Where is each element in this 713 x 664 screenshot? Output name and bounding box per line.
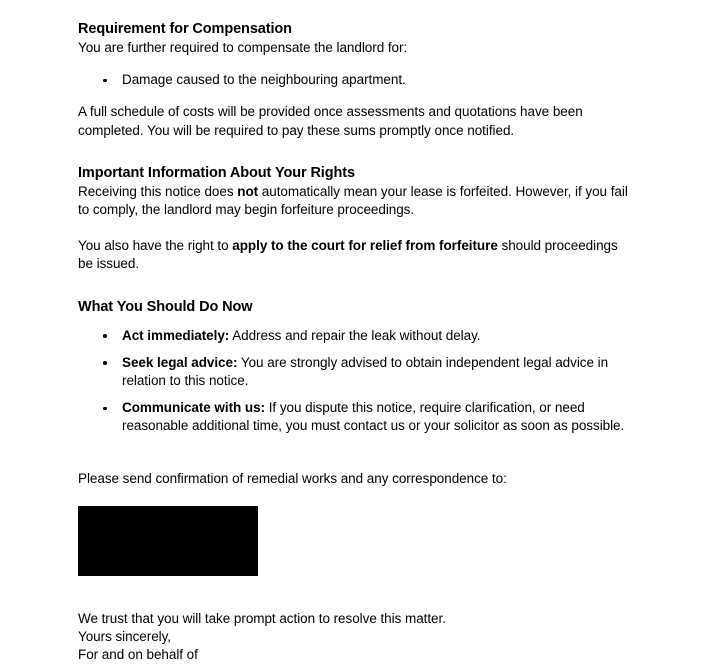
actions-bullet-list <box>78 327 628 436</box>
spacer <box>78 89 628 103</box>
list-item-text: You are strongly advised to obtain independent legal advice in relation to this notice. <box>122 354 609 389</box>
spacer <box>78 57 628 71</box>
list-item <box>78 327 628 345</box>
bullet-dot-icon <box>103 79 107 83</box>
spacer <box>78 317 628 327</box>
bullet-dot-icon <box>103 407 107 411</box>
bullet-dot-icon <box>103 334 107 338</box>
rights-paragraph-one <box>78 183 628 219</box>
rights-paragraph-two <box>78 237 628 273</box>
spacer <box>78 436 628 460</box>
compensation-bullet-list <box>78 71 628 89</box>
spacer <box>78 219 628 237</box>
rights-p1-emphasis: not <box>237 183 259 199</box>
list-item-lead: Communicate with us: <box>122 400 266 416</box>
spacer <box>78 576 628 600</box>
closing-sign-off: Yours sincerely, <box>78 629 171 645</box>
rights-p1-text-after: automatically mean your lease is forfeited. However, if you fail to comply, the landlord may begin forfeiture proceedings. <box>78 183 628 218</box>
spacer <box>78 488 628 506</box>
rights-p2-emphasis: apply to the court for relief from forfeiture <box>232 238 498 254</box>
compensation-intro-text: You are further required to compensate the landlord for: <box>78 40 408 55</box>
correspondence-instruction-text: Please send confirmation of remedial works and any correspondence to: <box>78 470 507 486</box>
heading-requirement-for-compensation: Requirement for Compensation <box>78 21 292 37</box>
bullet-dot-icon <box>103 361 107 365</box>
list-item <box>78 399 628 435</box>
heading-what-you-should-do-now: What You Should Do Now <box>78 298 253 315</box>
spacer <box>78 274 628 298</box>
list-item <box>78 354 628 390</box>
list-item <box>78 71 628 89</box>
closing-line-one: We trust that you will take prompt action to resolve this matter. <box>78 610 446 626</box>
rights-p1-text-before: Receiving this notice does <box>78 183 238 199</box>
compensation-closing-text: A full schedule of costs will be provided once assessments and quotations have been completed. You will be required to pay these sums promptly once notified. <box>78 104 583 138</box>
list-item-lead: Act immediately: <box>122 327 230 343</box>
spacer <box>78 140 628 164</box>
list-item-text: Damage caused to the neighbouring apartment. <box>122 72 406 88</box>
closing-clipped-line: For and on behalf of <box>78 647 198 663</box>
spacer <box>78 460 628 470</box>
list-item-lead: Seek legal advice: <box>122 354 238 370</box>
rights-p2-text-before: You also have the right to <box>78 238 233 254</box>
spacer <box>78 600 628 610</box>
list-item-text: If you dispute this notice, require clarification, or need reasonable additional time, you must contact us or your solicitor as soon as possible. <box>122 400 625 434</box>
document-body <box>78 20 628 663</box>
redacted-address-block <box>78 506 258 576</box>
rights-p2-text-after: should proceedings be issued. <box>78 238 618 272</box>
heading-important-information-about-your-rights: Important Information About Your Rights <box>78 164 355 181</box>
list-item-text: Address and repair the leak without delay. <box>229 327 481 343</box>
